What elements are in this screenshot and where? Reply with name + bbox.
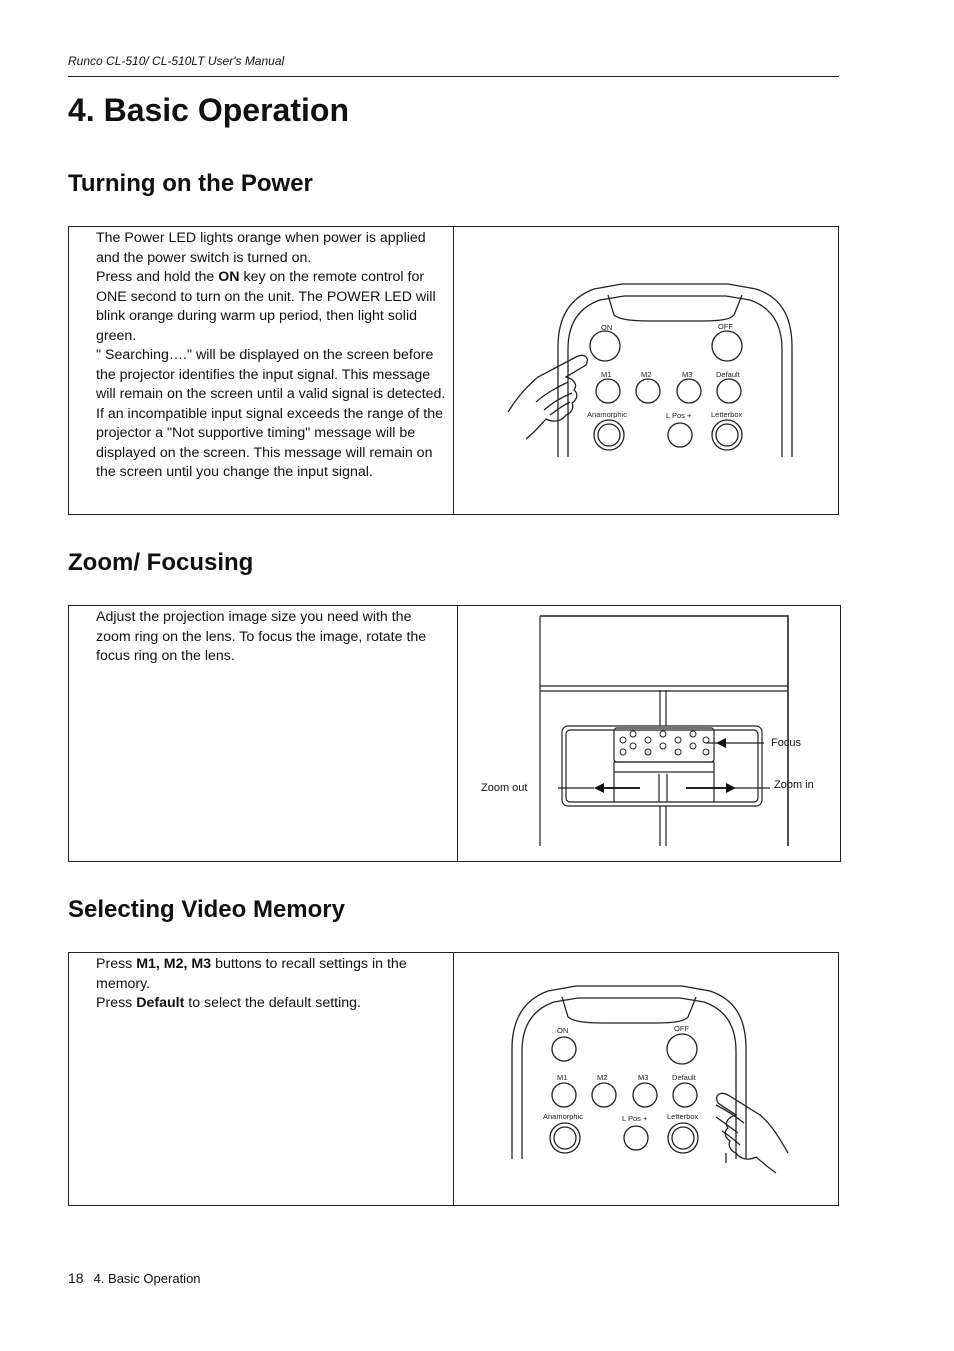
power-paragraph-4: If an incompatible input signal exceeds the range of the projector a "Not supportive timing" message will be displayed on the screen. This message will remain on the screen until you change the input signal. <box>96 405 444 480</box>
lens-illustration <box>458 606 840 861</box>
footer-section: 4. Basic Operation <box>93 1271 201 1286</box>
label-m3: M3 <box>682 370 693 379</box>
label-anamorphic: Anamorphic <box>587 410 628 419</box>
label-zoom-in: Zoom in <box>774 779 814 791</box>
memory-label-m3: M3 <box>638 1073 649 1082</box>
memory-label-m1: M1 <box>557 1073 568 1082</box>
default-key-bold: Default <box>136 995 185 1011</box>
memory-box <box>68 952 839 1206</box>
running-header: Runco CL-510/ CL-510LT User's Manual <box>68 54 285 68</box>
page-number: 18 <box>68 1270 84 1286</box>
chapter-title: 4. Basic Operation <box>68 92 349 128</box>
label-letterbox: Letterbox <box>711 410 743 419</box>
zoom-box <box>68 605 841 862</box>
memory-keys-bold: M1, M2, M3 <box>136 956 212 972</box>
remote-illustration-power <box>454 227 838 514</box>
memory-label-default: Default <box>672 1073 696 1082</box>
memory-text <box>96 955 446 1014</box>
section-title-memory: Selecting Video Memory <box>68 896 345 923</box>
remote-illustration-memory <box>454 953 838 1205</box>
memory-line-1: Press M1, M2, M3 buttons to recall settings in the memory. <box>96 956 407 992</box>
power-paragraph-3: " Searching…." will be displayed on the screen before the projector identifies the input signal. This message will remain on the screen until a valid signal is detected. <box>96 347 446 402</box>
memory-label-m2: M2 <box>597 1073 608 1082</box>
power-paragraph-1: The Power LED lights orange when power is applied and the power switch is turned on. <box>96 230 426 266</box>
section-title-power: Turning on the Power <box>68 170 313 197</box>
label-default: Default <box>716 370 740 379</box>
on-key-bold: ON <box>218 269 240 285</box>
zoom-text <box>96 608 446 667</box>
header-rule <box>68 76 839 77</box>
memory-label-letterbox: Letterbox <box>667 1112 699 1121</box>
power-text <box>96 229 446 483</box>
memory-label-anamorphic: Anamorphic <box>543 1112 584 1121</box>
label-m1: M1 <box>601 370 612 379</box>
label-off: OFF <box>718 322 733 331</box>
label-lpos: L Pos + <box>666 411 692 420</box>
label-focus: Focus <box>771 737 801 749</box>
memory-line-2: Press Default to select the default setting. <box>96 995 361 1011</box>
memory-label-off: OFF <box>674 1024 689 1033</box>
label-on: ON <box>601 323 613 332</box>
memory-label-on: ON <box>557 1026 569 1035</box>
zoom-paragraph: Adjust the projection image size you need with the zoom ring on the lens. To focus the image, rotate the focus ring on the lens. <box>96 609 427 664</box>
power-box <box>68 226 839 515</box>
memory-label-lpos: L Pos + <box>622 1114 648 1123</box>
power-paragraph-2: Press and hold the ON key on the remote control for ONE second to turn on the unit. The POWER LED will blink orange during warm up period, then light solid green. <box>96 269 436 344</box>
footer <box>68 1270 201 1286</box>
section-title-zoom: Zoom/ Focusing <box>68 549 254 576</box>
label-m2: M2 <box>641 370 652 379</box>
label-zoom-out: Zoom out <box>481 782 528 794</box>
